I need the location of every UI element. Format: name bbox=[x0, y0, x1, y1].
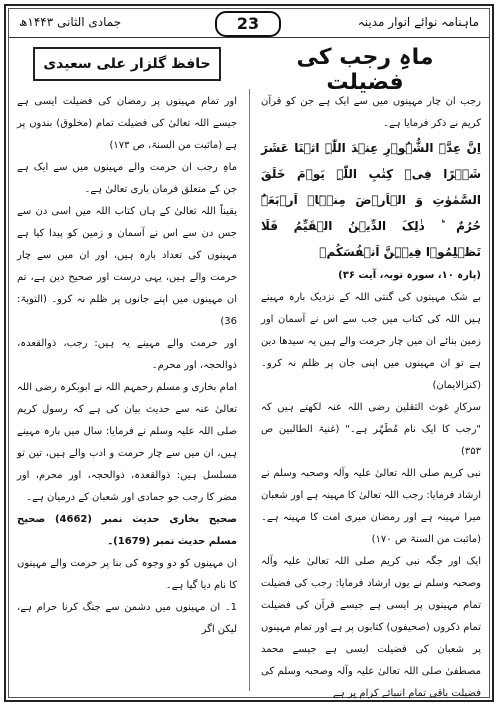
column-divider bbox=[249, 89, 250, 691]
paragraph: نبی کریم صلی اللہ تعالیٰ علیہ وآلہ وصحبہ وسلم نے ارشاد فرمایا: رجب اللہ تعالیٰ کا مہینہ ہے اور شعبان میرا مہینہ ہے اور رمضان میری امت کا مہینہ ہے۔ (ماثبت من السنۃ ص ۱۷۰) bbox=[261, 468, 481, 545]
paragraph: ماہِ رجب ان حرمت والے مہینوں میں سے ایک ہے جن کے متعلق فرمان باری تعالیٰ ہے۔ bbox=[17, 162, 237, 195]
page-inner bbox=[8, 8, 490, 698]
paragraph: سرکارِ غوث الثقلین رضی اللہ عنہ لکھتے ہیں کہ "رجب کا ایک نام مُطَہَّر ہے۔" (غنیۃ الطالبین ص ۳۵۳) bbox=[261, 402, 481, 457]
left-column bbox=[17, 91, 237, 691]
issue-date: جمادی الثانی ۱۴۴۳ھ bbox=[19, 15, 122, 29]
paragraph: اور تمام مہینوں پر رمضان کی فضیلت ایسی ہے جیسے اللہ تعالیٰ کی فضیلت تمام (مخلوق) بندوں پر ہے (ماثبت من السنۃ، ص ۱۷۳) bbox=[17, 96, 237, 151]
quran-verse: اِنَّ عِدَّۃَ الشُّہُوۡرِ عِنۡدَ اللّٰہِ اثۡنَا عَشَرَ شَہۡرًا فِیۡ کِتٰبِ اللّٰہِ یَوۡمَ خَلَقَ السَّمٰوٰتِ وَ الۡاَرۡضَ مِنۡہَاۤ اَرۡبَعَۃٌ حُرُمٌ ؕ ذٰلِکَ الدِّیۡنُ الۡقَیِّمُ فَلَا تَظۡلِمُوۡا فِیۡہِنَّ اَنۡفُسَکُمۡ bbox=[261, 141, 481, 259]
paragraph: بے شک مہینوں کی گنتی اللہ کے نزدیک بارہ مہینے ہیں اللہ کی کتاب میں جب سے اس نے آسمان اور زمین بنائے ان میں چار حرمت والے ہیں یہ سیدھا دین ہے تو ان مہینوں میں اپنی جان پر ظلم نہ کرو۔ (کنزالایمان) bbox=[261, 292, 481, 391]
paragraph: ان مہینوں کو دو وجوہ کی بنا پر حرمت والے مہینوں کا نام دیا گیا ہے۔ bbox=[17, 558, 237, 591]
paragraph: ایک اور جگہ نبی کریم صلی اللہ تعالیٰ علیہ وآلہ وصحبہ وسلم نے یوں ارشاد فرمایا: رجب کی فضیلت تمام مہینوں پر ایسی ہے جیسے قرآن کی فضیلت تمام ذکروں (صحیفوں) کتابوں پر ہے اور تمام مہینوں پر شعبان کی فضیلت ایسی ہے جیسے محمد مصطفیٰ صلی اللہ تعالیٰ علیہ وآلہ وصحبہ وسلم کی فضیلت باقی تمام انبیائے کرام پر ہے bbox=[261, 556, 481, 699]
paragraph: 1۔ ان مہینوں میں دشمن سے جنگ کرنا حرام ہے، لیکن اگر bbox=[17, 602, 237, 635]
verse-reference: (پارہ ۱۰، سورہ توبہ، آیت ۳۶) bbox=[338, 270, 481, 281]
article-title: ماہِ رجب کی فضیلت bbox=[296, 45, 434, 95]
article-author: حافظ گلزار علی سعیدی bbox=[33, 47, 221, 81]
paragraph: یقیناً اللہ تعالیٰ کے ہاں کتاب اللہ میں اسی دن سے جس دن سے اس نے آسمان و زمین کو پیدا کیا ہے مہینوں کی تعداد بارہ ہیں، اور ان میں سے چار حرمت والے ہیں، یہی درست اور صحیح دین ہے، تم ان مہینوں میں اپنے جانوں پر ظلم نہ کرو۔ (التوبۃ: 36) bbox=[17, 206, 237, 327]
paragraph: رجب ان چار مہینوں میں سے ایک ہے جن کو قرآن کریم نے ذکر فرمایا ہے۔ bbox=[261, 96, 481, 129]
magazine-name: ماہنامہ نوائے انوار مدینہ bbox=[357, 15, 479, 29]
paragraph: امام بخاری و مسلم رحمہم اللہ نے ابوبکرہ رضی اللہ تعالیٰ عنہ سے حدیث بیان کی ہے کہ رسول کریم صلی اللہ علیہ وسلم نے فرمایا: سال میں بارہ مہینے ہیں، ان میں سے چار حرمت و ادب والے ہیں، تین تو مسلسل ہیں: ذوالقعدہ، ذوالحجہ، اور محرم، اور مضر کا رجب جو جمادی اور شعبان کے درمیان ہے۔ bbox=[17, 382, 237, 503]
paragraph: اور حرمت والے مہینے یہ ہیں: رجب، ذوالقعدہ، ذوالحجہ، اور محرم۔ bbox=[17, 338, 237, 371]
page-number: 23 bbox=[215, 11, 281, 37]
right-column bbox=[261, 91, 481, 699]
hadith-reference: صحیح بخاری حدیث نمبر (4662) صحیح مسلم حدیث نمبر (1679)۔ bbox=[17, 514, 237, 547]
